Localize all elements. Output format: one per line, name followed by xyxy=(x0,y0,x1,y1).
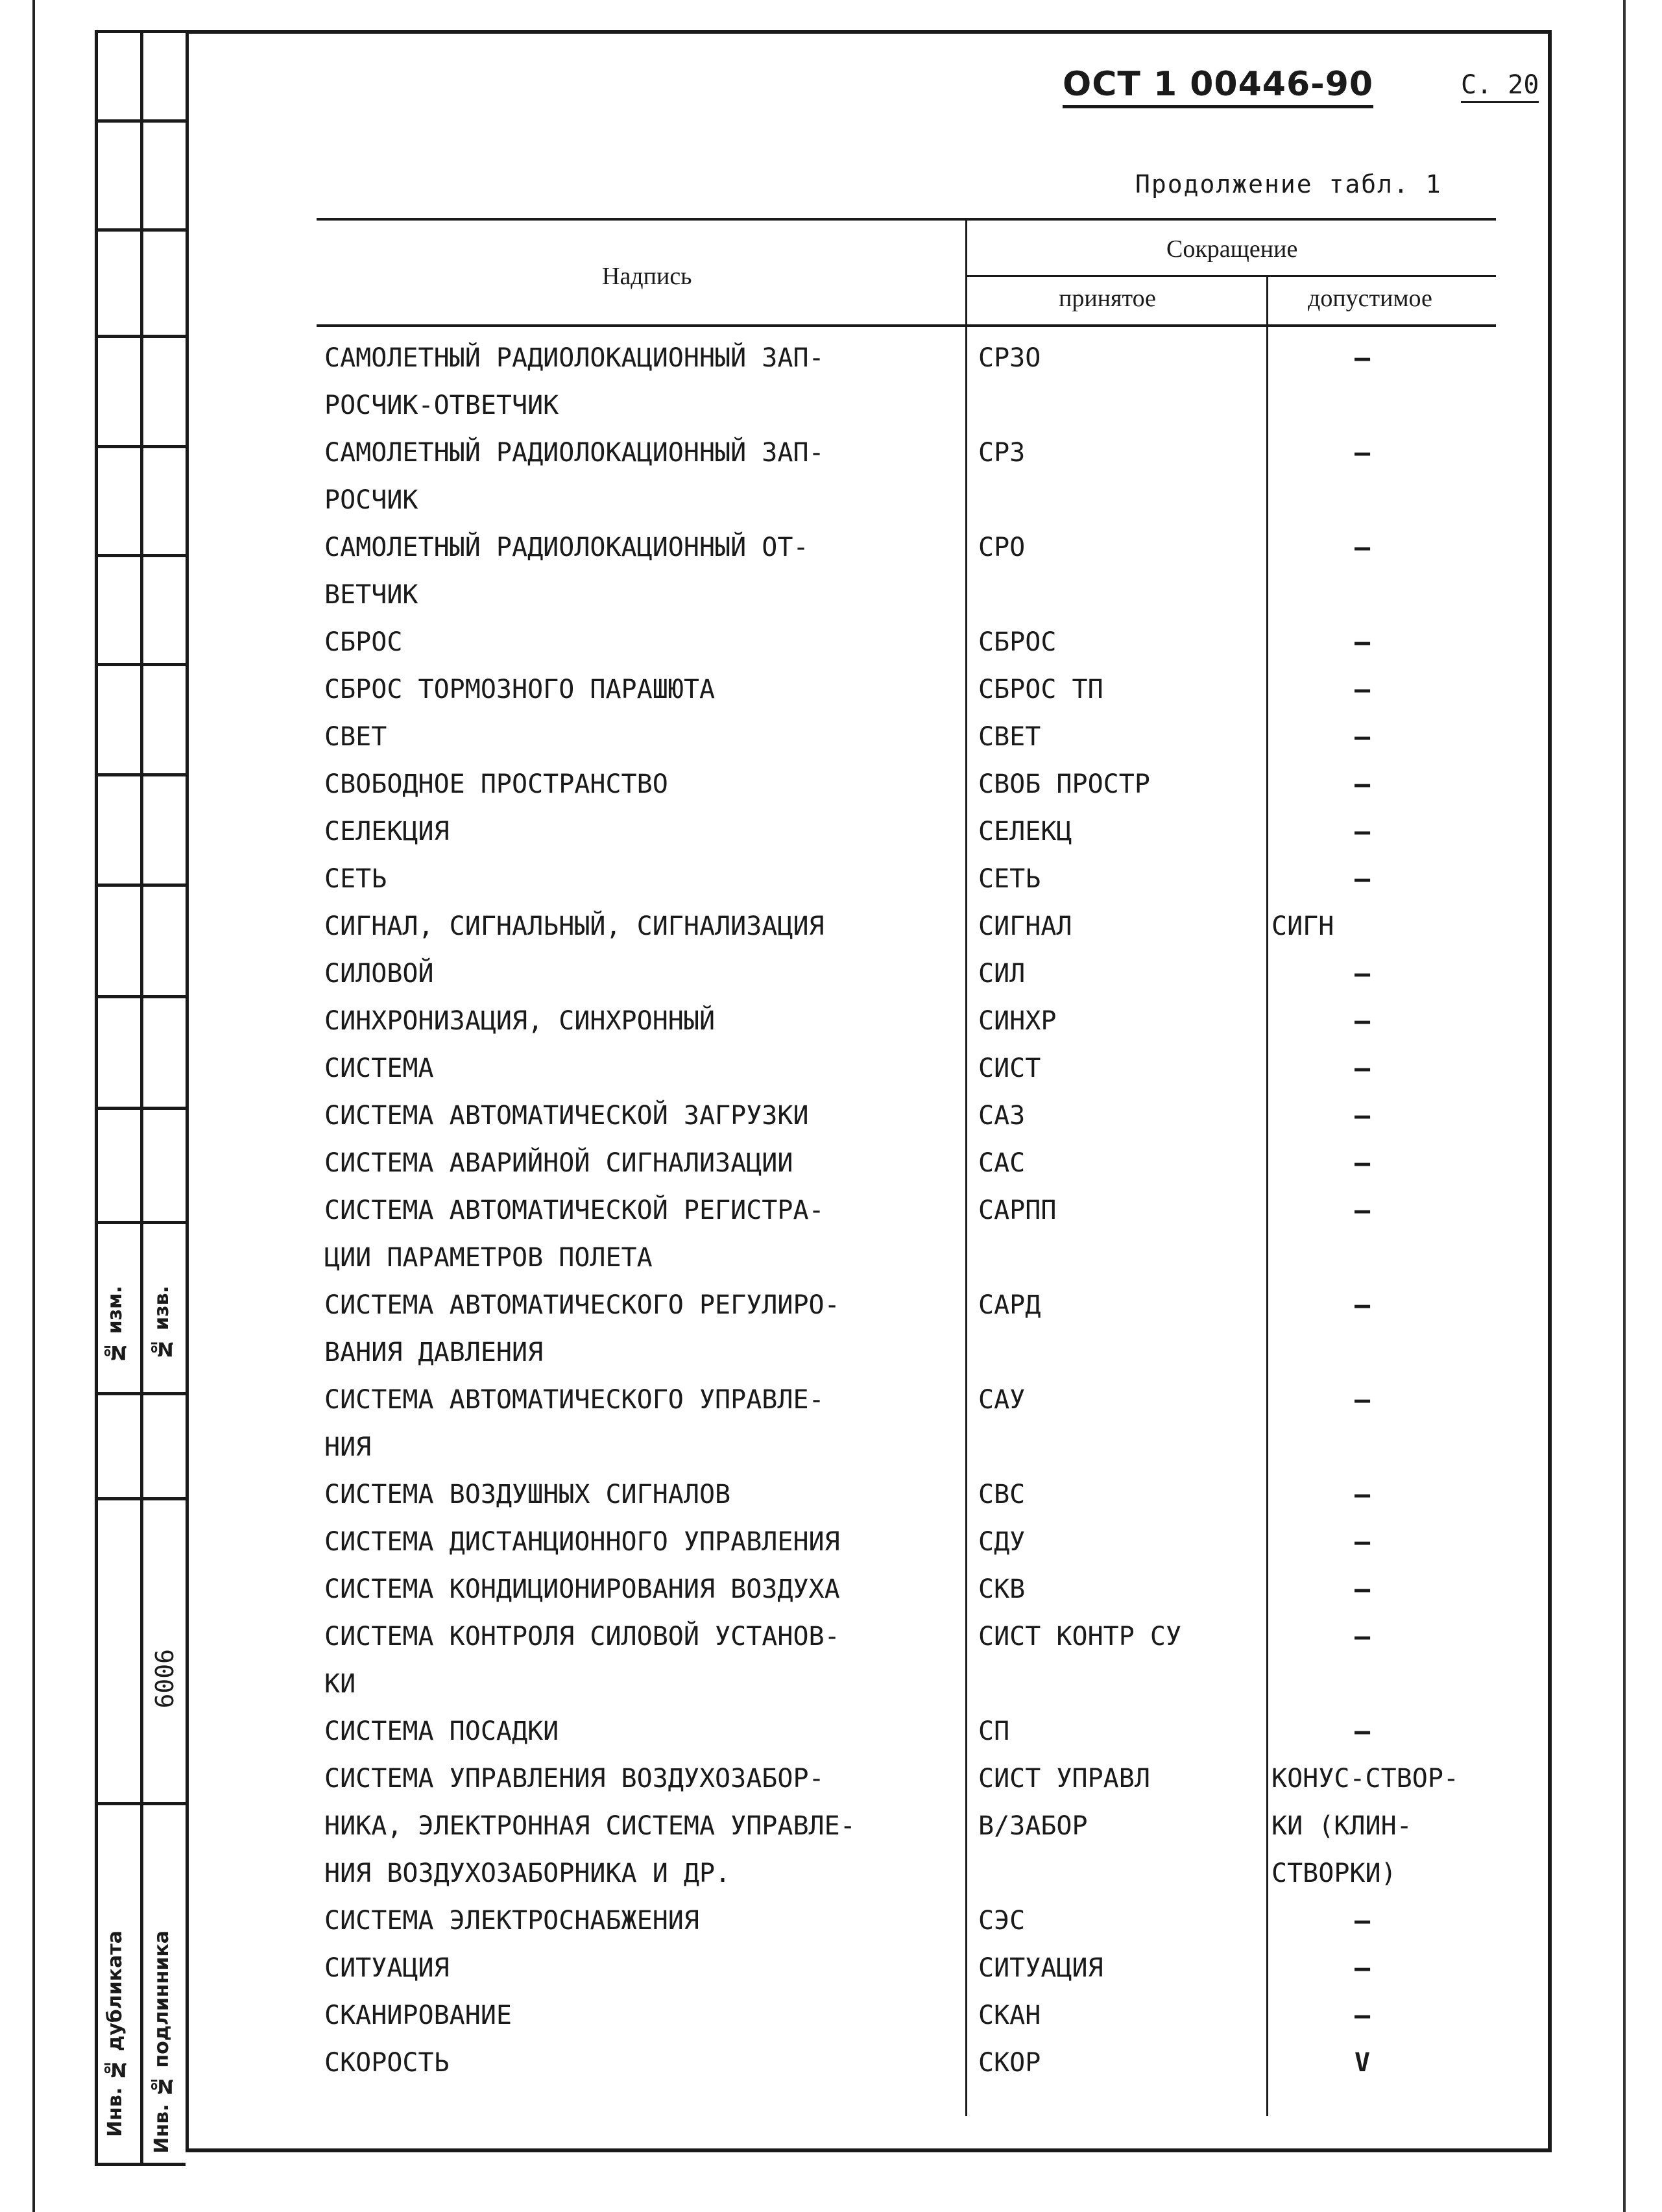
row-inscription: САМОЛЕТНЫЙ РАДИОЛОКАЦИОННЫЙ ОТ- ВЕТЧИК xyxy=(324,533,809,610)
row-allowed-abbreviation: – xyxy=(1354,1101,1371,1131)
row-accepted-abbreviation: СЕЛЕКЦ xyxy=(978,817,1072,847)
row-accepted-abbreviation: СИСТ УПРАВЛ В/ЗАБОР xyxy=(978,1764,1150,1841)
row-accepted-abbreviation: СИЛ xyxy=(978,959,1026,989)
row-inscription: СКАНИРОВАНИЕ xyxy=(324,2001,512,2030)
row-allowed-abbreviation: – xyxy=(1354,1006,1371,1036)
row-accepted-abbreviation: СИНХР xyxy=(978,1006,1057,1036)
row-inscription: СБРОС xyxy=(324,627,403,657)
row-accepted-abbreviation: СРО xyxy=(978,533,1026,562)
row-inscription: СИСТЕМА АВАРИЙНОЙ СИГНАЛИЗАЦИИ xyxy=(324,1148,793,1178)
row-accepted-abbreviation: СДУ xyxy=(978,1527,1026,1557)
column-header-name: Надпись xyxy=(602,263,692,290)
row-inscription: СИСТЕМА АВТОМАТИЧЕСКОГО РЕГУЛИРО- ВАНИЯ ДАВЛЕНИЯ xyxy=(324,1290,840,1367)
row-accepted-abbreviation: СЭС xyxy=(978,1906,1026,1936)
row-allowed-abbreviation: – xyxy=(1354,675,1371,704)
row-inscription: СИСТЕМА КОНДИЦИОНИРОВАНИЯ ВОЗДУХА xyxy=(324,1574,840,1604)
row-accepted-abbreviation: СКОР xyxy=(978,2048,1041,2078)
row-inscription: СИСТЕМА ВОЗДУШНЫХ СИГНАЛОВ xyxy=(324,1480,731,1509)
strip-value-inv-original: 6006 xyxy=(151,1649,179,1709)
row-accepted-abbreviation: СКВ xyxy=(978,1574,1026,1604)
row-accepted-abbreviation: САРД xyxy=(978,1290,1041,1320)
strip-cell-line xyxy=(95,30,186,33)
strip-cell-line xyxy=(95,119,186,123)
row-accepted-abbreviation: СВОБ ПРОСТР xyxy=(978,769,1150,799)
strip-cell-line xyxy=(95,554,186,557)
row-inscription: СИГНАЛ, СИГНАЛЬНЫЙ, СИГНАЛИЗАЦИЯ xyxy=(324,911,825,941)
strip-cell-line xyxy=(95,445,186,448)
row-accepted-abbreviation: САЗ xyxy=(978,1101,1026,1131)
row-allowed-abbreviation: – xyxy=(1354,1953,1371,1983)
strip-cell-line xyxy=(95,663,186,666)
row-accepted-abbreviation: СБРОС xyxy=(978,627,1057,657)
row-inscription: СИСТЕМА ДИСТАНЦИОННОГО УПРАВЛЕНИЯ xyxy=(324,1527,840,1557)
row-accepted-abbreviation: СП xyxy=(978,1716,1010,1746)
row-allowed-abbreviation: – xyxy=(1354,769,1371,799)
row-accepted-abbreviation: СБРОС ТП xyxy=(978,675,1103,704)
row-accepted-abbreviation: СИСТ КОНТР СУ xyxy=(978,1622,1182,1652)
row-inscription: СИСТЕМА АВТОМАТИЧЕСКОЙ ЗАГРУЗКИ xyxy=(324,1101,809,1131)
row-inscription: СИСТЕМА УПРАВЛЕНИЯ ВОЗДУХОЗАБОР- НИКА, ЭЛЕКТРОННАЯ СИСТЕМА УПРАВЛЕ- НИЯ ВОЗДУХОЗАБОРНИКА И ДР. xyxy=(324,1764,856,1888)
column-header-abbreviation: Сокращение xyxy=(1166,235,1298,263)
row-accepted-abbreviation: СРЗ xyxy=(978,438,1026,468)
row-inscription: СКОРОСТЬ xyxy=(324,2048,450,2078)
row-allowed-abbreviation: – xyxy=(1354,1385,1371,1415)
row-inscription: СИТУАЦИЯ xyxy=(324,1953,450,1983)
row-inscription: СЕТЬ xyxy=(324,864,387,894)
document-code: ОСТ 1 00446-90 xyxy=(1063,65,1373,108)
scan-edge-left xyxy=(32,0,35,2212)
row-inscription: СИЛОВОЙ xyxy=(324,959,434,989)
abbrev-header-rule xyxy=(965,275,1496,277)
row-accepted-abbreviation: СИГНАЛ xyxy=(978,911,1072,941)
page-number: С. 20 xyxy=(1461,70,1539,103)
row-accepted-abbreviation: СИТУАЦИЯ xyxy=(978,1953,1103,1983)
strip-border-left xyxy=(95,30,98,2164)
strip-label-inv-duplicate: Инв. № дубликата xyxy=(104,1930,126,2137)
row-allowed-abbreviation: – xyxy=(1354,1480,1371,1509)
strip-cell-line xyxy=(95,884,186,887)
strip-cell-line xyxy=(95,1107,186,1110)
row-inscription: СИСТЕМА ЭЛЕКТРОСНАБЖЕНИЯ xyxy=(324,1906,699,1936)
column-header-accepted: принятое xyxy=(1059,285,1156,312)
table-caption: Продолжение табл. 1 xyxy=(1135,170,1442,198)
strip-cell-line xyxy=(95,2163,186,2166)
strip-cell-line xyxy=(95,995,186,998)
row-accepted-abbreviation: СИСТ xyxy=(978,1053,1041,1083)
row-allowed-abbreviation: – xyxy=(1354,1622,1371,1652)
row-allowed-abbreviation: – xyxy=(1354,1196,1371,1225)
row-allowed-abbreviation: – xyxy=(1354,959,1371,989)
row-allowed-abbreviation: – xyxy=(1354,438,1371,468)
row-inscription: СИНХРОНИЗАЦИЯ, СИНХРОННЫЙ xyxy=(324,1006,716,1036)
strip-cell-line xyxy=(95,773,186,776)
row-inscription: СВОБОДНОЕ ПРОСТРАНСТВО xyxy=(324,769,668,799)
strip-cell-line xyxy=(95,1221,186,1224)
strip-cell-line xyxy=(95,1497,186,1500)
row-allowed-abbreviation: – xyxy=(1354,864,1371,894)
row-accepted-abbreviation: СВС xyxy=(978,1480,1026,1509)
row-inscription: СИСТЕМА АВТОМАТИЧЕСКОГО УПРАВЛЕ- НИЯ xyxy=(324,1385,825,1462)
row-accepted-abbreviation: СЕТЬ xyxy=(978,864,1041,894)
row-allowed-abbreviation: СИГН xyxy=(1271,911,1334,941)
table-top-rule xyxy=(317,218,1496,221)
strip-border-mid xyxy=(140,30,143,2164)
strip-label-no-change: № изм. xyxy=(104,1286,126,1364)
row-allowed-abbreviation: – xyxy=(1354,1527,1371,1557)
row-inscription: СВЕТ xyxy=(324,722,387,752)
row-inscription: САМОЛЕТНЫЙ РАДИОЛОКАЦИОННЫЙ ЗАП- РОСЧИК xyxy=(324,438,825,515)
row-inscription: СБРОС ТОРМОЗНОГО ПАРАШЮТА xyxy=(324,675,716,704)
row-allowed-abbreviation: V xyxy=(1354,2048,1371,2078)
row-allowed-abbreviation: – xyxy=(1354,627,1371,657)
row-accepted-abbreviation: САРПП xyxy=(978,1196,1057,1225)
strip-cell-line xyxy=(95,228,186,232)
table-header-bottom-rule xyxy=(317,324,1496,327)
row-allowed-abbreviation: – xyxy=(1354,343,1371,373)
binding-strip xyxy=(95,30,186,2164)
scan-edge-right xyxy=(1623,0,1626,2212)
row-inscription: СЕЛЕКЦИЯ xyxy=(324,817,450,847)
strip-label-no-notice: № изв. xyxy=(151,1286,173,1360)
row-allowed-abbreviation: – xyxy=(1354,533,1371,562)
row-allowed-abbreviation: – xyxy=(1354,817,1371,847)
row-allowed-abbreviation: – xyxy=(1354,1290,1371,1320)
row-accepted-abbreviation: СРЗО xyxy=(978,343,1041,373)
row-accepted-abbreviation: СВЕТ xyxy=(978,722,1041,752)
row-inscription: САМОЛЕТНЫЙ РАДИОЛОКАЦИОННЫЙ ЗАП- РОСЧИК-ОТВЕТЧИК xyxy=(324,343,825,420)
strip-label-inv-original: Инв. № подлинника xyxy=(151,1930,173,2154)
row-inscription: СИСТЕМА КОНТРОЛЯ СИЛОВОЙ УСТАНОВ- КИ xyxy=(324,1622,840,1699)
row-allowed-abbreviation: – xyxy=(1354,1716,1371,1746)
row-inscription: СИСТЕМА ПОСАДКИ xyxy=(324,1716,559,1746)
row-allowed-abbreviation: – xyxy=(1354,1053,1371,1083)
row-allowed-abbreviation: – xyxy=(1354,2001,1371,2030)
column-header-allowed: допустимое xyxy=(1308,285,1432,312)
row-accepted-abbreviation: САС xyxy=(978,1148,1026,1178)
row-allowed-abbreviation: – xyxy=(1354,1148,1371,1178)
row-accepted-abbreviation: СКАН xyxy=(978,2001,1041,2030)
row-inscription: СИСТЕМА АВТОМАТИЧЕСКОЙ РЕГИСТРА- ЦИИ ПАРАМЕТРОВ ПОЛЕТА xyxy=(324,1196,825,1273)
strip-cell-line xyxy=(95,1802,186,1805)
row-inscription: СИСТЕМА xyxy=(324,1053,434,1083)
row-accepted-abbreviation: САУ xyxy=(978,1385,1026,1415)
row-allowed-abbreviation: КОНУС-СТВОР- КИ (КЛИН- СТВОРКИ) xyxy=(1271,1764,1459,1888)
row-allowed-abbreviation: – xyxy=(1354,1574,1371,1604)
strip-cell-line xyxy=(95,335,186,338)
row-allowed-abbreviation: – xyxy=(1354,722,1371,752)
row-allowed-abbreviation: – xyxy=(1354,1906,1371,1936)
strip-cell-line xyxy=(95,1392,186,1395)
